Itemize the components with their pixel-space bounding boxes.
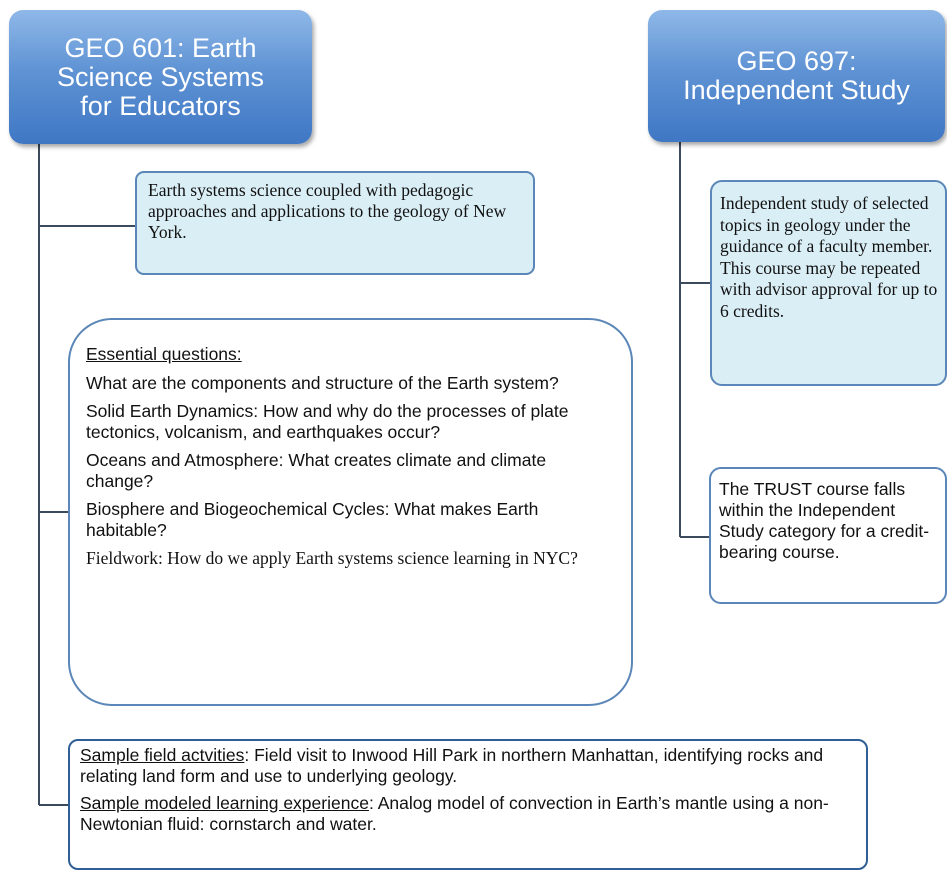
geo-697-title bbox=[648, 10, 945, 142]
geo-601-title bbox=[9, 10, 312, 144]
sample-activities-box bbox=[68, 739, 868, 870]
geo-601-title-line-1: GEO 601: Earth bbox=[64, 32, 257, 63]
question-item: Fieldwork: How do we apply Earth systems science learning in NYC? bbox=[86, 548, 578, 568]
sample-model-text: : Analog model of convection in Earth’s mantle using a non-Newtonian fluid: cornstarch and water. bbox=[80, 793, 829, 834]
sample-field-text: : Field visit to Inwood Hill Park in northern Manhattan, identifying rocks and relating land form and use to underlying geology. bbox=[80, 745, 824, 786]
sample-field-label: Sample field actvities bbox=[80, 745, 245, 765]
question-item: Biosphere and Biogeochemical Cycles: What makes Earth habitable? bbox=[86, 499, 539, 540]
sample-model-label: Sample modeled learning experience bbox=[80, 793, 369, 813]
essential-questions-box bbox=[68, 318, 633, 706]
geo-601-title-line-2: Science Systems bbox=[56, 61, 265, 92]
geo-601-description: Earth systems science coupled with pedagogic approaches and applications to the geology of New York. bbox=[135, 171, 535, 275]
geo-697-title-line-2: Independent Study bbox=[683, 75, 910, 105]
geo-601-title-line-3: for Educators bbox=[80, 90, 241, 121]
essential-questions-heading: Essential questions: bbox=[86, 344, 242, 364]
trust-course-note: The TRUST course falls within the Independent Study category for a credit-bearing course. bbox=[709, 467, 947, 604]
question-item: What are the components and structure of the Earth system? bbox=[86, 373, 559, 393]
question-item: Solid Earth Dynamics: How and why do the processes of plate tectonics, volcanism, and earthquakes occur? bbox=[86, 401, 569, 442]
sample-modeled-learning bbox=[80, 793, 856, 835]
geo-697-title-line-1: GEO 697: bbox=[736, 46, 857, 76]
sample-field-activities bbox=[80, 745, 856, 787]
question-item: Oceans and Atmosphere: What creates climate and climate change? bbox=[86, 450, 547, 491]
geo-697-description: Independent study of selected topics in geology under the guidance of a faculty member. This course may be repeated with advisor approval for up to 6 credits. bbox=[710, 180, 947, 386]
